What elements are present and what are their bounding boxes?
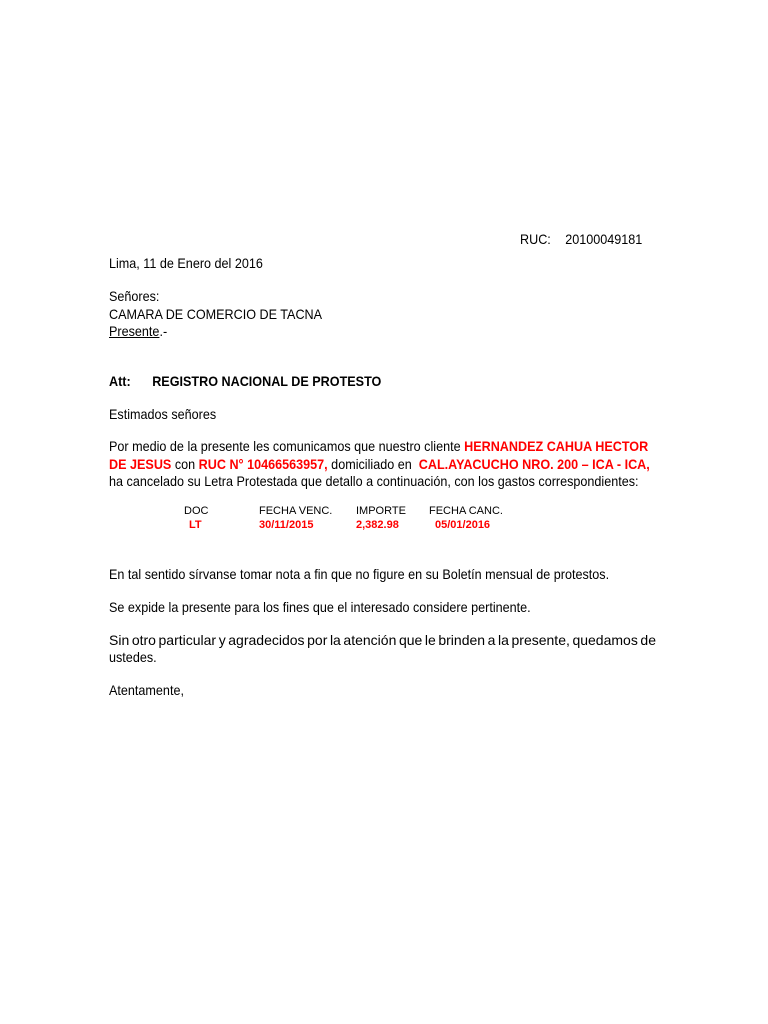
paragraph4-word: a — [487, 632, 496, 648]
paragraph4-word: por — [307, 632, 328, 648]
presente-word: Presente — [109, 323, 160, 339]
paragraph4-word: otro — [131, 632, 156, 648]
paragraph4-line1 — [109, 632, 656, 648]
attention-label: Att: — [109, 373, 131, 389]
closing: Atentamente, — [109, 682, 184, 698]
paragraph4-line2: ustedes. — [109, 649, 157, 665]
client-name-part2: DE JESUS — [109, 456, 172, 472]
paragraph4-word: Sin — [109, 632, 130, 648]
client-ruc: 10466563957, — [247, 456, 328, 472]
presente-suffix: .- — [159, 323, 168, 339]
table-header-importe: IMPORTE — [356, 505, 406, 517]
paragraph4-word: agradecidos — [228, 632, 305, 648]
attention-text: REGISTRO NACIONAL DE PROTESTO — [152, 373, 382, 389]
presente-line — [109, 323, 167, 339]
table-header-fecha-canc: FECHA CANC. — [429, 505, 503, 517]
table-cell-importe: 2,382.98 — [356, 519, 399, 531]
greeting-line: Señores: — [109, 288, 160, 304]
paragraph4-word: brinden — [438, 632, 486, 648]
table-cell-fecha-venc: 30/11/2015 — [259, 519, 314, 531]
paragraph4-word: particular — [158, 632, 217, 648]
date-line: Lima, 11 de Enero del 2016 — [109, 255, 263, 271]
paragraph1-line2 — [109, 456, 650, 472]
paragraph4-word: de — [640, 632, 656, 648]
paragraph1-text1: Por medio de la presente les comunicamos que nuestro cliente — [109, 438, 465, 454]
paragraph1-line3: ha cancelado su Letra Protestada que detallo a continuación, con los gastos correspondientes: — [109, 473, 639, 489]
table-header-fecha-venc: FECHA VENC. — [259, 505, 333, 517]
table-header-doc: DOC — [184, 505, 209, 517]
paragraph1-line1 — [109, 438, 648, 454]
attention-line — [109, 373, 382, 389]
client-ruc-label: RUC N° — [198, 456, 244, 472]
ruc-label: RUC: — [520, 231, 551, 247]
paragraph4-word: quedamos — [572, 632, 638, 648]
paragraph3: Se expide la presente para los fines que el interesado considere pertinente. — [109, 599, 531, 615]
paragraph4-word: que — [398, 632, 423, 648]
paragraph4-word: y — [218, 632, 226, 648]
client-name-part1: HERNANDEZ CAHUA HECTOR — [464, 438, 649, 454]
paragraph4-word: le — [424, 632, 436, 648]
ruc-value: 20100049181 — [565, 231, 643, 247]
sender-ruc — [520, 231, 642, 247]
addressee-organization: CAMARA DE COMERCIO DE TACNA — [109, 306, 323, 322]
paragraph4-word: la — [329, 632, 341, 648]
table-cell-fecha-canc: 05/01/2016 — [435, 519, 491, 531]
salutation: Estimados señores — [109, 406, 217, 422]
paragraph4-word: atención — [343, 632, 397, 648]
client-address: CAL.AYACUCHO NRO. 200 – ICA - ICA, — [418, 456, 650, 472]
table-cell-doc: LT — [189, 519, 202, 531]
paragraph2: En tal sentido sírvanse tomar nota a fin que no figure en su Boletín mensual de protestos. — [109, 566, 610, 582]
paragraph4-word: presente, — [511, 632, 570, 648]
paragraph4-word: la — [498, 632, 509, 648]
paragraph1-text3: domiciliado en — [327, 456, 419, 472]
paragraph1-text2: con — [171, 456, 199, 472]
